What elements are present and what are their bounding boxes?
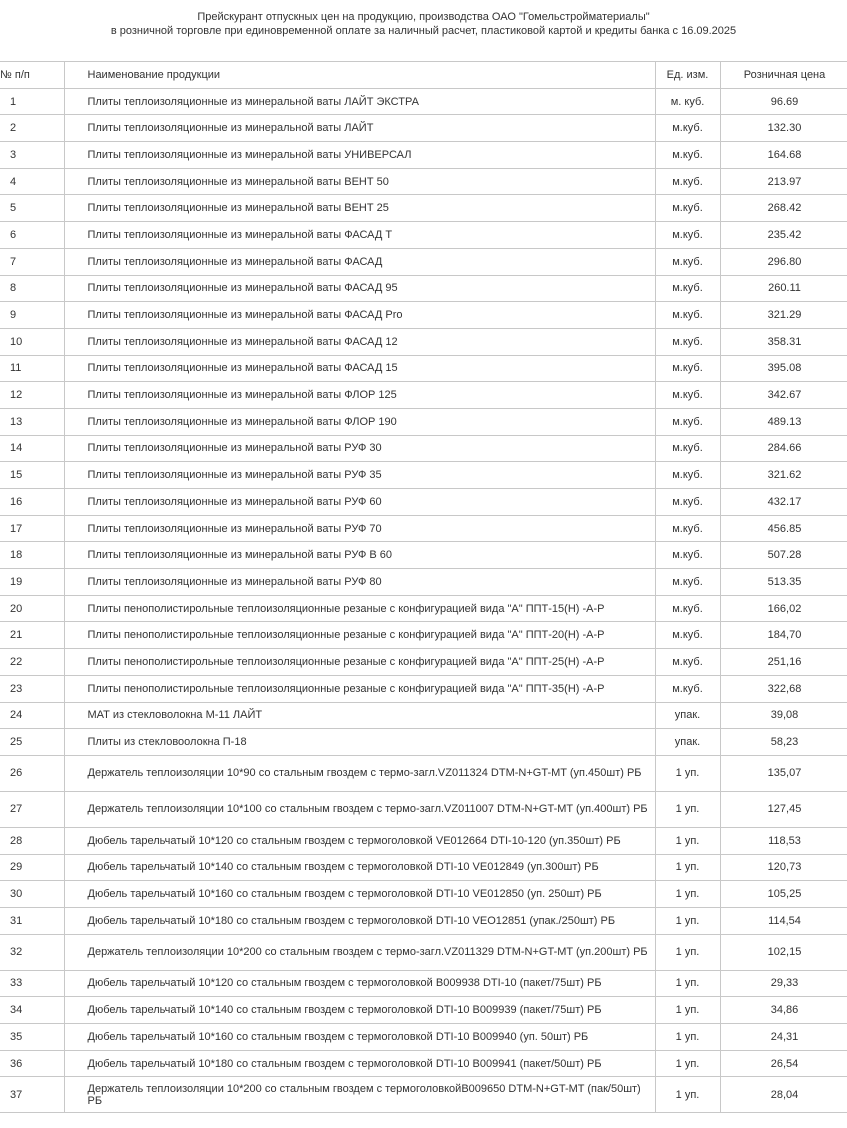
unit: м.куб. xyxy=(655,622,720,649)
retail-price: 251,16 xyxy=(720,649,847,676)
table-row xyxy=(0,791,847,827)
retail-price: 358.31 xyxy=(720,328,847,355)
table-row xyxy=(0,355,847,382)
product-name: Плиты теплоизоляционные из минеральной ваты ФАСАД Т xyxy=(64,222,655,249)
table-row xyxy=(0,222,847,249)
table-row xyxy=(0,1077,847,1113)
row-number: 1 xyxy=(0,88,64,115)
product-name: Дюбель тарельчатый 10*180 со стальным гвоздем с термоголовкой DTI-10 VEO12851 (упак./250шт) РБ xyxy=(64,907,655,934)
retail-price: 284.66 xyxy=(720,435,847,462)
table-row xyxy=(0,408,847,435)
product-name: МАТ из стекловолокна М-11 ЛАЙТ xyxy=(64,702,655,729)
row-number: 3 xyxy=(0,142,64,169)
unit: 1 уп. xyxy=(655,1050,720,1077)
unit: м.куб. xyxy=(655,595,720,622)
row-number: 11 xyxy=(0,355,64,382)
product-name: Плиты теплоизоляционные из минеральной ваты ФАСАД xyxy=(64,248,655,275)
table-row xyxy=(0,542,847,569)
row-number: 29 xyxy=(0,854,64,881)
unit: м.куб. xyxy=(655,542,720,569)
product-name: Плиты теплоизоляционные из минеральной ваты ЛАЙТ ЭКСТРА xyxy=(64,88,655,115)
retail-price: 507.28 xyxy=(720,542,847,569)
table-header-row xyxy=(0,62,847,89)
row-number: 31 xyxy=(0,907,64,934)
unit: упак. xyxy=(655,702,720,729)
retail-price: 235.42 xyxy=(720,222,847,249)
unit: м.куб. xyxy=(655,408,720,435)
unit: м.куб. xyxy=(655,462,720,489)
product-name: Плиты теплоизоляционные из минеральной ваты РУФ 80 xyxy=(64,569,655,596)
product-name: Дюбель тарельчатый 10*160 со стальным гвоздем с термоголовкой DTI-10 VE012850 (уп. 250шт) РБ xyxy=(64,881,655,908)
unit: м.куб. xyxy=(655,515,720,542)
retail-price: 342.67 xyxy=(720,382,847,409)
product-name: Дюбель тарельчатый 10*140 со стальным гвоздем с термоголовкой DTI-10 VE012849 (уп.300шт) РБ xyxy=(64,854,655,881)
row-number: 28 xyxy=(0,827,64,854)
retail-price: 118,53 xyxy=(720,827,847,854)
row-number: 32 xyxy=(0,934,64,970)
retail-price: 102,15 xyxy=(720,934,847,970)
row-number: 37 xyxy=(0,1077,64,1113)
table-row xyxy=(0,595,847,622)
unit: упак. xyxy=(655,729,720,756)
unit: м.куб. xyxy=(655,275,720,302)
retail-price: 34,86 xyxy=(720,997,847,1024)
row-number: 7 xyxy=(0,248,64,275)
row-number: 14 xyxy=(0,435,64,462)
row-number: 4 xyxy=(0,168,64,195)
unit: м.куб. xyxy=(655,675,720,702)
product-name: Дюбель тарельчатый 10*140 со стальным гвоздем с термоголовкой DTI-10 В009939 (пакет/75шт) РБ xyxy=(64,997,655,1024)
retail-price: 28,04 xyxy=(720,1077,847,1113)
column-header-name: Наименование продукции xyxy=(64,62,655,89)
unit: 1 уп. xyxy=(655,1024,720,1051)
unit: м. куб. xyxy=(655,88,720,115)
row-number: 15 xyxy=(0,462,64,489)
product-name: Плиты теплоизоляционные из минеральной ваты ФАСАД 12 xyxy=(64,328,655,355)
table-row xyxy=(0,569,847,596)
unit: 1 уп. xyxy=(655,881,720,908)
table-row xyxy=(0,489,847,516)
table-row xyxy=(0,907,847,934)
unit: м.куб. xyxy=(655,302,720,329)
row-number: 12 xyxy=(0,382,64,409)
table-row xyxy=(0,515,847,542)
header-subtitle: в розничной торговле при единовременной оплате за наличный расчет, пластиковой картой и кредиты банка с 16.09.2025 xyxy=(110,25,737,37)
table-row xyxy=(0,168,847,195)
retail-price: 395.08 xyxy=(720,355,847,382)
unit: м.куб. xyxy=(655,328,720,355)
row-number: 35 xyxy=(0,1024,64,1051)
column-header-unit: Ед. изм. xyxy=(655,62,720,89)
retail-price: 127,45 xyxy=(720,791,847,827)
row-number: 20 xyxy=(0,595,64,622)
retail-price: 120,73 xyxy=(720,854,847,881)
row-number: 36 xyxy=(0,1050,64,1077)
retail-price: 96.69 xyxy=(720,88,847,115)
table-row xyxy=(0,729,847,756)
table-row xyxy=(0,462,847,489)
row-number: 34 xyxy=(0,997,64,1024)
row-number: 33 xyxy=(0,970,64,997)
table-row xyxy=(0,435,847,462)
product-name: Плиты пенополистирольные теплоизоляционные резаные с конфигурацией вида "А" ППТ-20(Н) -А-Р xyxy=(64,622,655,649)
retail-price: 132.30 xyxy=(720,115,847,142)
row-number: 17 xyxy=(0,515,64,542)
row-number: 23 xyxy=(0,675,64,702)
document-header xyxy=(0,0,847,52)
unit: 1 уп. xyxy=(655,854,720,881)
product-name: Плиты теплоизоляционные из минеральной ваты ФЛОР 125 xyxy=(64,382,655,409)
retail-price: 29,33 xyxy=(720,970,847,997)
product-name: Плиты теплоизоляционные из минеральной ваты ЛАЙТ xyxy=(64,115,655,142)
product-name: Плиты теплоизоляционные из минеральной ваты РУФ 30 xyxy=(64,435,655,462)
row-number: 21 xyxy=(0,622,64,649)
unit: м.куб. xyxy=(655,355,720,382)
unit: 1 уп. xyxy=(655,791,720,827)
table-row xyxy=(0,881,847,908)
unit: м.куб. xyxy=(655,248,720,275)
unit: 1 уп. xyxy=(655,970,720,997)
product-name: Плиты теплоизоляционные из минеральной ваты ФЛОР 190 xyxy=(64,408,655,435)
product-name: Плиты теплоизоляционные из минеральной ваты РУФ 60 xyxy=(64,489,655,516)
row-number: 19 xyxy=(0,569,64,596)
table-row xyxy=(0,115,847,142)
retail-price: 135,07 xyxy=(720,755,847,791)
product-name: Дюбель тарельчатый 10*120 со стальным гвоздем с термоголовкой VE012664 DTI-10-120 (уп.350шт) РБ xyxy=(64,827,655,854)
retail-price: 513.35 xyxy=(720,569,847,596)
product-name: Плиты теплоизоляционные из минеральной ваты РУФ В 60 xyxy=(64,542,655,569)
retail-price: 322,68 xyxy=(720,675,847,702)
table-row xyxy=(0,622,847,649)
retail-price: 105,25 xyxy=(720,881,847,908)
table-row xyxy=(0,1024,847,1051)
unit: 1 уп. xyxy=(655,827,720,854)
product-name: Плиты теплоизоляционные из минеральной ваты РУФ 35 xyxy=(64,462,655,489)
table-row xyxy=(0,142,847,169)
row-number: 10 xyxy=(0,328,64,355)
product-name: Плиты теплоизоляционные из минеральной ваты ФАСАД Pro xyxy=(64,302,655,329)
row-number: 22 xyxy=(0,649,64,676)
product-name: Плиты из стекловоолокна П-18 xyxy=(64,729,655,756)
unit: м.куб. xyxy=(655,435,720,462)
unit: м.куб. xyxy=(655,222,720,249)
row-number: 30 xyxy=(0,881,64,908)
unit: 1 уп. xyxy=(655,755,720,791)
price-table xyxy=(0,61,847,1113)
row-number: 6 xyxy=(0,222,64,249)
retail-price: 456.85 xyxy=(720,515,847,542)
retail-price: 58,23 xyxy=(720,729,847,756)
product-name: Держатель теплоизоляции 10*90 со стальным гвоздем с термо-загл.VZ011324 DTM-N+GT-MT (уп.450шт) РБ xyxy=(64,755,655,791)
unit: м.куб. xyxy=(655,142,720,169)
unit: м.куб. xyxy=(655,649,720,676)
product-name: Дюбель тарельчатый 10*120 со стальным гвоздем с термоголовкой В009938 DTI-10 (пакет/75шт) РБ xyxy=(64,970,655,997)
unit: 1 уп. xyxy=(655,1077,720,1113)
product-name: Плиты теплоизоляционные из минеральной ваты ВЕНТ 50 xyxy=(64,168,655,195)
row-number: 9 xyxy=(0,302,64,329)
row-number: 18 xyxy=(0,542,64,569)
retail-price: 114,54 xyxy=(720,907,847,934)
product-name: Плиты теплоизоляционные из минеральной ваты ФАСАД 95 xyxy=(64,275,655,302)
table-row xyxy=(0,934,847,970)
product-name: Плиты пенополистирольные теплоизоляционные резаные с конфигурацией вида "А" ППТ-15(Н) -А-Р xyxy=(64,595,655,622)
row-number: 24 xyxy=(0,702,64,729)
product-name: Плиты теплоизоляционные из минеральной ваты УНИВЕРСАЛ xyxy=(64,142,655,169)
table-row xyxy=(0,854,847,881)
table-row xyxy=(0,970,847,997)
row-number: 2 xyxy=(0,115,64,142)
product-name: Дюбель тарельчатый 10*180 со стальным гвоздем с термоголовкой DTI-10 В009941 (пакет/50шт) РБ xyxy=(64,1050,655,1077)
table-row xyxy=(0,702,847,729)
table-row xyxy=(0,302,847,329)
retail-price: 164.68 xyxy=(720,142,847,169)
product-name: Держатель теплоизоляции 10*200 со стальным гвоздем с термо-загл.VZ011329 DTM-N+GT-MT (уп.200шт) РБ xyxy=(64,934,655,970)
table-row xyxy=(0,997,847,1024)
product-name: Плиты теплоизоляционные из минеральной ваты РУФ 70 xyxy=(64,515,655,542)
retail-price: 296.80 xyxy=(720,248,847,275)
unit: м.куб. xyxy=(655,115,720,142)
row-number: 5 xyxy=(0,195,64,222)
unit: м.куб. xyxy=(655,195,720,222)
table-row xyxy=(0,675,847,702)
table-row xyxy=(0,382,847,409)
table-row xyxy=(0,755,847,791)
unit: 1 уп. xyxy=(655,907,720,934)
unit: 1 уп. xyxy=(655,997,720,1024)
product-name: Плиты пенополистирольные теплоизоляционные резаные с конфигурацией вида "А" ППТ-25(Н) -А-Р xyxy=(64,649,655,676)
product-name: Держатель теплоизоляции 10*200 со стальным гвоздем с термоголовкойВ009650 DTM-N+GT-MT (пак/50шт) РБ xyxy=(64,1077,655,1113)
row-number: 13 xyxy=(0,408,64,435)
unit: м.куб. xyxy=(655,382,720,409)
table-row xyxy=(0,827,847,854)
table-row xyxy=(0,195,847,222)
product-name: Плиты теплоизоляционные из минеральной ваты ВЕНТ 25 xyxy=(64,195,655,222)
unit: м.куб. xyxy=(655,168,720,195)
row-number: 8 xyxy=(0,275,64,302)
column-header-price: Розничная цена xyxy=(720,62,847,89)
product-name: Дюбель тарельчатый 10*160 со стальным гвоздем с термоголовкой DTI-10 В009940 (уп. 50шт) РБ xyxy=(64,1024,655,1051)
retail-price: 213.97 xyxy=(720,168,847,195)
retail-price: 321.62 xyxy=(720,462,847,489)
row-number: 25 xyxy=(0,729,64,756)
table-row xyxy=(0,88,847,115)
product-name: Держатель теплоизоляции 10*100 со стальным гвоздем с термо-загл.VZ011007 DTM-N+GT-MT (уп.400шт) РБ xyxy=(64,791,655,827)
table-row xyxy=(0,328,847,355)
table-row xyxy=(0,275,847,302)
unit: м.куб. xyxy=(655,569,720,596)
retail-price: 24,31 xyxy=(720,1024,847,1051)
retail-price: 26,54 xyxy=(720,1050,847,1077)
table-body xyxy=(0,88,847,1113)
retail-price: 489.13 xyxy=(720,408,847,435)
unit: 1 уп. xyxy=(655,934,720,970)
retail-price: 39,08 xyxy=(720,702,847,729)
product-name: Плиты теплоизоляционные из минеральной ваты ФАСАД 15 xyxy=(64,355,655,382)
row-number: 26 xyxy=(0,755,64,791)
retail-price: 432.17 xyxy=(720,489,847,516)
unit: м.куб. xyxy=(655,489,720,516)
retail-price: 166,02 xyxy=(720,595,847,622)
product-name: Плиты пенополистирольные теплоизоляционные резаные с конфигурацией вида "А" ППТ-35(Н) -А-Р xyxy=(64,675,655,702)
row-number: 16 xyxy=(0,489,64,516)
retail-price: 184,70 xyxy=(720,622,847,649)
retail-price: 260.11 xyxy=(720,275,847,302)
row-number: 27 xyxy=(0,791,64,827)
table-row xyxy=(0,248,847,275)
retail-price: 321.29 xyxy=(720,302,847,329)
table-row xyxy=(0,1050,847,1077)
header-title: Прейскурант отпускных цен на продукцию, производства ОАО "Гомельстройматериалы" xyxy=(197,11,650,23)
retail-price: 268.42 xyxy=(720,195,847,222)
column-header-number: № п/п xyxy=(0,62,64,89)
table-row xyxy=(0,649,847,676)
